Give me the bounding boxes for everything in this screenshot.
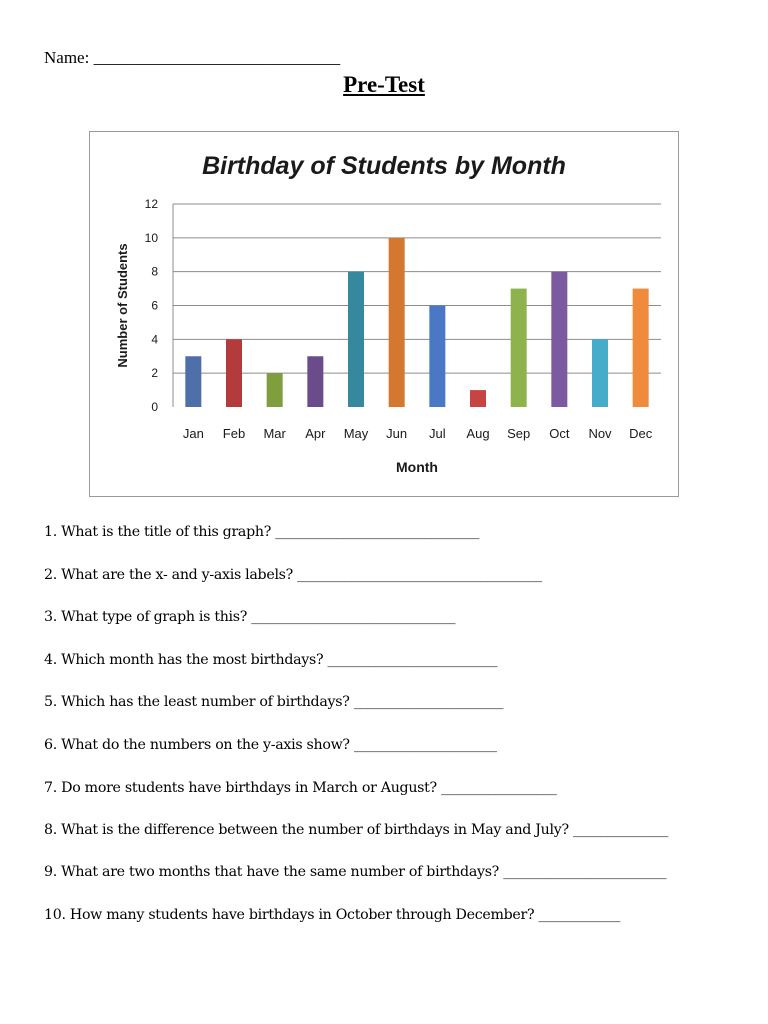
y-tick-label: 6 [151,298,158,313]
x-tick-label: Jun [386,426,408,441]
chart-title: Birthday of Students by Month [202,152,566,180]
question-5: 5. Which has the least number of birthdays? ______________________ [44,694,504,710]
question-6: 6. What do the numbers on the y-axis show? _____________________ [44,737,497,753]
x-tick-label: Jul [429,426,446,441]
x-tick-label: Oct [549,426,570,441]
name-field-line: Name: _____________________________ [44,48,341,67]
x-tick-label: Jan [182,426,204,441]
x-axis-ticks [183,426,653,441]
bar-may [348,272,364,407]
y-axis-label: Number of Students [115,243,130,368]
x-tick-label: Aug [466,426,490,441]
chart-bars [185,238,648,407]
chart-container [89,131,679,497]
y-tick-label: 12 [144,197,158,211]
question-10: 10. How many students have birthdays in October through December? ____________ [44,907,621,923]
question-2: 2. What are the x- and y-axis labels? ____________________________________ [44,567,542,583]
question-3: 3. What type of graph is this? ______________________________ [44,609,456,625]
x-tick-label: Mar [263,426,286,441]
x-tick-label: Feb [222,426,246,441]
x-tick-label: Nov [588,426,612,441]
y-tick-label: 10 [144,230,158,245]
bar-nov [592,339,608,407]
chart-gridlines [173,204,661,373]
y-tick-label: 2 [151,366,158,381]
y-axis-ticks [145,197,159,414]
bar-feb [226,339,242,407]
x-tick-label: Dec [629,426,653,441]
x-tick-label: Sep [507,426,531,441]
bar-chart [90,132,678,496]
question-4: 4. Which month has the most birthdays? _________________________ [44,652,498,668]
page-title: Pre-Test [343,72,425,97]
bar-apr [307,356,323,407]
bar-mar [267,373,283,407]
question-9: 9. What are two months that have the same number of birthdays? ________________________ [44,864,667,880]
y-tick-label: 8 [151,264,158,279]
x-tick-label: Apr [305,426,326,441]
bar-dec [633,289,649,407]
y-tick-label: 0 [151,400,158,414]
question-8: 8. What is the difference between the number of birthdays in May and July? ______________ [44,822,669,838]
bar-jul [429,306,445,408]
x-axis-label: Month [396,459,438,475]
bar-oct [551,272,567,407]
x-tick-label: May [343,426,369,441]
bar-sep [511,289,527,407]
bar-jun [389,238,405,407]
y-tick-label: 4 [151,332,158,347]
bar-jan [185,356,201,407]
question-1: 1. What is the title of this graph? ______________________________ [44,524,480,540]
question-7: 7. Do more students have birthdays in March or August? _________________ [44,780,557,796]
bar-aug [470,390,486,407]
